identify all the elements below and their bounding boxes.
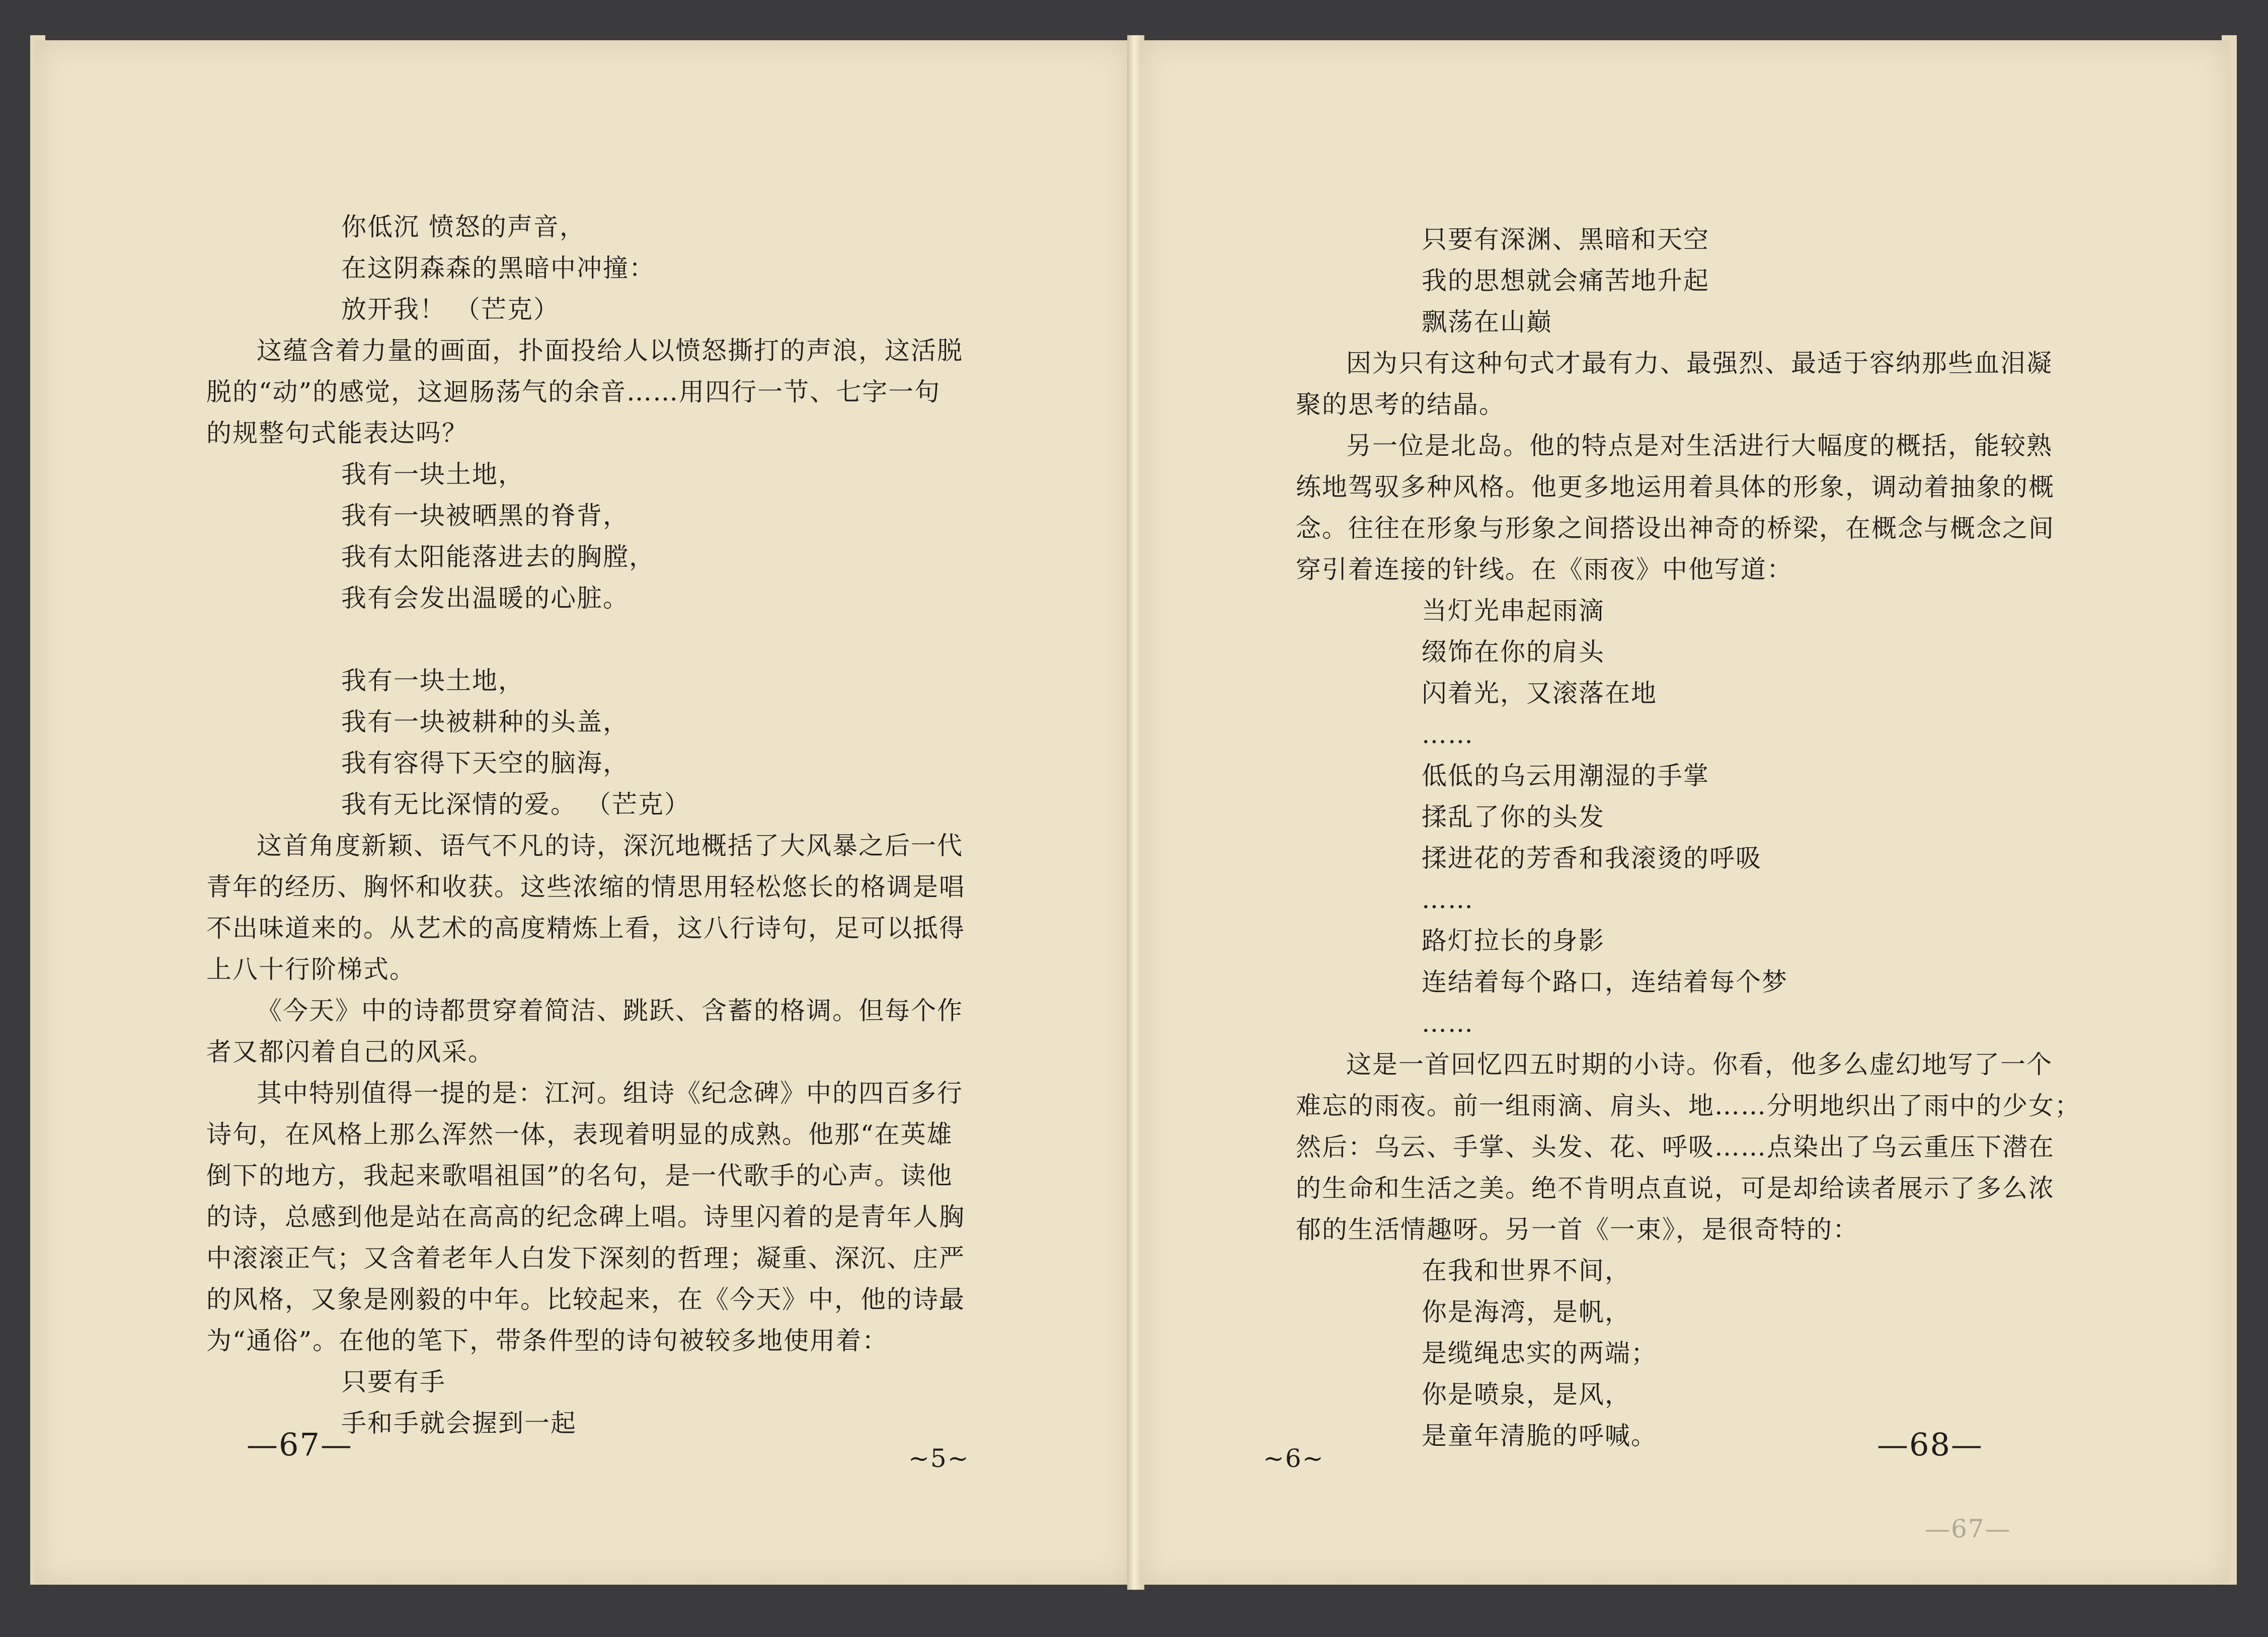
poem-line: 手和手就会握到一起 [341, 1409, 577, 1438]
text-line: 这蕴含着力量的画面，扑面投给人以愤怒撕打的声浪，这活脱 [257, 336, 963, 365]
text-line: 穿引着连接的针线。在《雨夜》中他写道： [1296, 555, 1793, 584]
text-line: 这是一首回忆四五时期的小诗。你看，他多么虚幻地写了一个 [1346, 1050, 2053, 1079]
text-line: 这首角度新颖、语气不凡的诗，深沉地概括了大风暴之后一代 [257, 831, 963, 860]
text-line: 倒下的地方，我起来歌唱祖国”的名句，是一代歌手的心声。读他 [206, 1161, 953, 1190]
right-old-page-number: ~6~ [1263, 1444, 1324, 1473]
text-line: 然后：乌云、手掌、头发、花、呼吸……点染出了乌云重压下潜在 [1296, 1132, 2055, 1162]
left-page [35, 40, 1130, 1585]
text-line: 《今天》中的诗都贯穿着简洁、跳跃、含蓄的格调。但每个作 [257, 996, 963, 1025]
text-line: 念。往往在形象与形象之间搭设出神奇的桥梁，在概念与概念之间 [1296, 514, 2055, 543]
poem-line: …… [1422, 885, 1474, 914]
poem-line: 只要有手 [341, 1367, 446, 1397]
text-line: 青年的经历、胸怀和收获。这些浓缩的情思用轻松悠长的格调是唱 [206, 872, 965, 902]
poem-line: 揉进花的芳香和我滚烫的呼吸 [1422, 844, 1762, 873]
poem-line: 放开我！ （芒克） [341, 295, 560, 324]
faint-show-through-page-number: —67— [1925, 1514, 2011, 1543]
text-line: 的生命和生活之美。绝不肯明点直说，可是却给读者展示了多么浓 [1296, 1174, 2055, 1203]
right-page-number: —68— [1877, 1426, 1983, 1463]
poem-line: 当灯光串起雨滴 [1422, 596, 1605, 625]
poem-line: 路灯拉长的身影 [1422, 926, 1605, 955]
text-line: 的风格，又象是刚毅的中年。比较起来，在《今天》中，他的诗最 [206, 1285, 965, 1314]
poem-line: 我有一块土地， [341, 460, 524, 489]
poem-line: 只要有深渊、黑暗和天空 [1422, 225, 1709, 254]
text-line: 郁的生活情趣呀。另一首《一束》，是很奇特的： [1296, 1215, 1859, 1244]
text-line: 聚的思考的结晶。 [1296, 390, 1505, 419]
poem-line: 连结着每个路口，连结着每个梦 [1422, 967, 1788, 997]
text-line: 诗句，在风格上那么浑然一体，表现着明显的成熟。他那“在英雄 [206, 1120, 953, 1149]
poem-line: …… [1422, 720, 1474, 749]
poem-line: 你低沉 愤怒的声音， [341, 212, 586, 241]
text-line: 的规整句式能表达吗？ [206, 419, 468, 448]
poem-line: 我有会发出温暖的心脏。 [341, 584, 629, 613]
poem-line: 我有容得下天空的脑海， [341, 749, 629, 778]
text-line: 难忘的雨夜。前一组雨滴、肩头、地……分明地织出了雨中的少女； [1296, 1091, 2081, 1120]
poem-line: 我有一块被晒黑的脊背， [341, 501, 629, 530]
poem-line: 你是海湾，是帆， [1422, 1297, 1631, 1327]
stanza-gap [206, 619, 1032, 660]
right-page-text [1296, 219, 2126, 1456]
poem-line: 你是喷泉，是风， [1422, 1380, 1631, 1409]
poem-line: 是缆绳忠实的两端； [1422, 1339, 1657, 1368]
poem-line: 我有一块被耕种的头盖， [341, 707, 629, 736]
text-line: 另一位是北岛。他的特点是对生活进行大幅度的概括，能较熟 [1346, 431, 2053, 460]
text-line: 的诗，总感到他是站在高高的纪念碑上唱。诗里闪着的是青年人胸 [206, 1202, 965, 1232]
poem-line: 我有无比深情的爱。 （芒克） [341, 790, 690, 819]
poem-line: 我有太阳能落进去的胸膛， [341, 542, 655, 571]
text-line: 因为只有这种句式才最有力、最强烈、最适于容纳那些血泪凝 [1346, 349, 2053, 378]
left-page-text [206, 206, 1032, 1444]
poem-line: …… [1422, 1009, 1474, 1038]
left-page-number: —67— [247, 1426, 353, 1463]
poem-line: 低低的乌云用潮湿的手掌 [1422, 761, 1709, 790]
poem-line: 在这阴森森的黑暗中冲撞： [341, 254, 655, 283]
text-line: 脱的“动”的感觉，这迴肠荡气的余音……用四行一节、七字一句 [206, 377, 941, 406]
text-line: 上八十行阶梯式。 [206, 955, 416, 984]
text-line: 其中特别值得一提的是：江河。组诗《纪念碑》中的四百多行 [257, 1079, 963, 1108]
poem-line: 在我和世界不间， [1422, 1256, 1631, 1285]
left-old-page-number: ~5~ [908, 1444, 970, 1473]
poem-line: 我有一块土地， [341, 666, 524, 695]
text-line: 不出味道来的。从艺术的高度精炼上看，这八行诗句，足可以抵得 [206, 914, 965, 943]
poem-line: 揉乱了你的头发 [1422, 802, 1605, 832]
text-line: 练地驾驭多种风格。他更多地运用着具体的形象，调动着抽象的概 [1296, 472, 2055, 502]
poem-line: 我的思想就会痛苦地升起 [1422, 266, 1709, 295]
text-line: 中滚滚正气；又含着老年人白发下深刻的哲理；凝重、深沉、庄严 [206, 1244, 965, 1273]
right-page [1140, 40, 2229, 1585]
poem-line: 闪着光，又滚落在地 [1422, 679, 1657, 708]
poem-line: 飘荡在山巅 [1422, 307, 1552, 337]
text-line: 为“通俗”。在他的笔下，带条件型的诗句被较多地使用着： [206, 1326, 889, 1355]
poem-line: 是童年清脆的呼喊。 [1422, 1421, 1657, 1450]
poem-line: 缀饰在你的肩头 [1422, 637, 1605, 667]
text-line: 者又都闪着自己的风采。 [206, 1037, 494, 1067]
